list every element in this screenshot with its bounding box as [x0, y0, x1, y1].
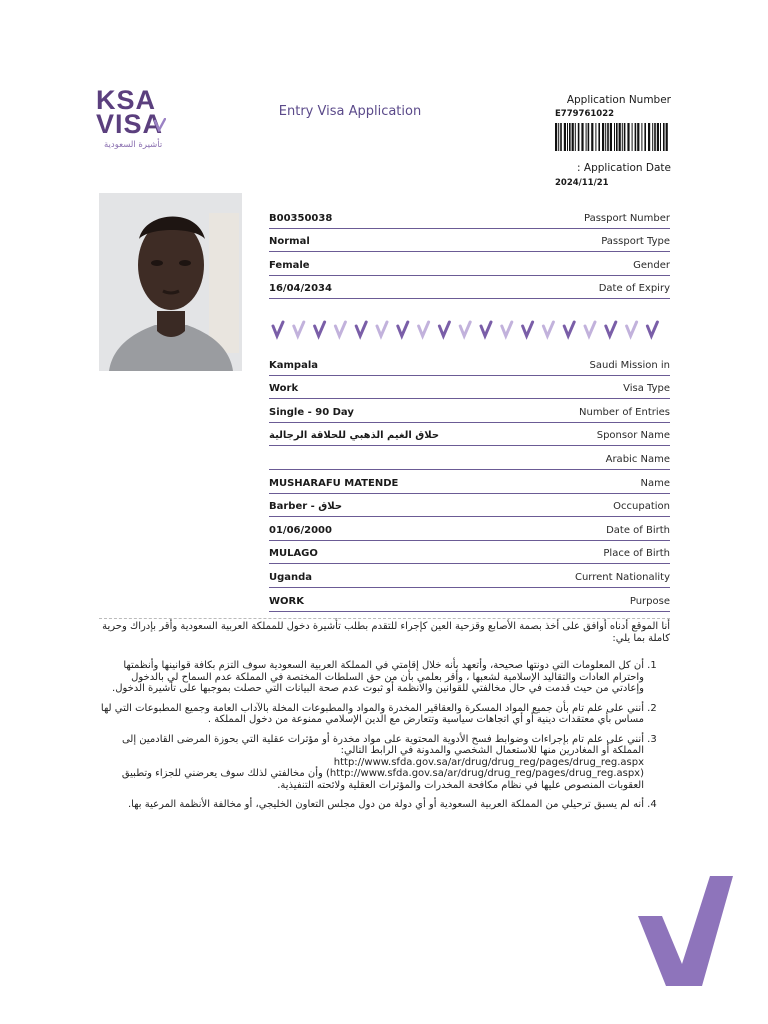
field-row-passport-type — [269, 229, 670, 253]
logo-check-icon — [154, 118, 166, 132]
visa-details — [269, 352, 670, 612]
declaration-term: 1. أن كل المعلومات التي دونتها صحيحة، وأتعهد بأنه خلال إقامتي في المملكة العربية السعودية سوف التزم بكافة قوانينها وأنظمتها واحترام العادات والتقاليد الإسلامية لشعبها ، وأقر بعلمي بأن من حق السلطات المختصة في المملكة عدم السماح لي بالدخول وإعادتي من حيث قدمت في حال مخالفتي للقوانين والانظمة أو ثبوت عدم صحة البيانات التي حصلت بموجبها على تأشيرة الدخول. — [96, 660, 644, 695]
field-label: Occupation — [613, 501, 670, 513]
field-row-visa-type — [269, 376, 670, 400]
field-value: 01/06/2000 — [269, 524, 332, 536]
applicant-portrait-icon — [99, 193, 242, 371]
field-label: Sponsor Name — [596, 430, 670, 442]
declaration-term: 4. أنه لم يسبق ترحيلي من المملكة العربية السعودية أو أي دولة من دول مجلس التعاون الخليجي، أو مخالفة الأنظمة المرعية بها. — [96, 799, 644, 811]
logo-subtitle: تأشيرة السعودية — [104, 140, 163, 150]
declaration-term: 2. أنني على علم تام بأن جميع المواد المسكرة والعقاقير المخدرة والمواد والمطبوعات المخلة بالآداب العامة وجميع المطبوعات التي لها مساس بأي معتقدات دينية أو أي اتجاهات سياسية وتتعارض مع الدين الإسلامي ممنوعة من دخول المملكة . — [96, 703, 644, 726]
field-value: Normal — [269, 236, 310, 248]
logo-line-2: VISA — [96, 109, 164, 139]
field-label: Saudi Mission in — [589, 359, 670, 371]
declaration-term: 3. أنني على علم تام بإجراءات وضوابط فسح الأدوية المحتوية على مواد مخدرة أو مؤثرات عقلية التي بحوزة المرضى القادمين إلى المملكة أو المغادرين منها للاستعمال الشخصي والمدونة في الرابط التالي: http://www.sfda.gov.sa/ar/drug/drug_reg/pages/drug_reg.aspx (http://www.sfda.gov.sa/ar/drug/drug_reg/pages/drug_reg.aspx) وأن مخالفتي لذلك سوف يعرضني للجزاء وتطبيق العقوبات المنصوص عليها في نظام مكافحة المخدرات والمؤثرات العقلية ولائحته التنفيذية. — [96, 734, 644, 792]
field-label: Name — [640, 477, 670, 489]
applicant-photo — [99, 193, 242, 371]
declaration-intro-text: أنا الموقع أدناه أوافق على أخذ بصمة الأصابع وقزحية العين كإجراء للتقدم بطلب تأشيرة دخول للمملكة العربية السعودية وأقر بإدراك وحرية كاملة بما يلي: — [102, 621, 670, 644]
field-row-gender — [269, 252, 670, 276]
field-value: MULAGO — [269, 548, 318, 560]
ksa-visa-logo — [96, 85, 176, 158]
application-number-label: Application Number — [566, 94, 671, 106]
passport-details — [269, 205, 670, 299]
field-row-name — [269, 470, 670, 494]
field-row-passport-number — [269, 205, 670, 229]
declaration-intro — [100, 621, 670, 649]
field-label: Purpose — [629, 595, 670, 607]
barcode-icon — [555, 123, 669, 151]
field-value: 16/04/2034 — [269, 283, 332, 295]
field-label: Place of Birth — [603, 548, 670, 560]
field-value: MUSHARAFU MATENDE — [269, 477, 399, 489]
field-value: Kampala — [269, 359, 318, 371]
field-label: Gender — [633, 259, 670, 271]
declaration-terms — [96, 660, 658, 819]
application-date-label: : Application Date — [577, 162, 671, 174]
field-label: Passport Type — [601, 236, 670, 248]
field-row-purpose — [269, 588, 670, 612]
field-row-date-of-birth — [269, 517, 670, 541]
application-info — [555, 94, 671, 188]
field-label: Visa Type — [623, 383, 670, 395]
field-row-occupation — [269, 494, 670, 518]
field-label: Date of Expiry — [598, 283, 670, 295]
field-value: حلاق الغيم الذهبي للحلاقة الرجالية — [269, 430, 440, 442]
field-row-arabic-name — [269, 446, 670, 470]
field-value: Single - 90 Day — [269, 406, 354, 418]
logo-line-1: KSA — [96, 85, 157, 115]
field-row-saudi-mission — [269, 352, 670, 376]
field-row-current-nationality — [269, 564, 670, 588]
field-label: Passport Number — [584, 212, 670, 224]
field-value: B00350038 — [269, 212, 333, 224]
field-row-date-of-expiry — [269, 276, 670, 300]
field-label: Date of Birth — [606, 524, 670, 536]
page-title: Entry Visa Application — [278, 104, 422, 119]
field-value: Work — [269, 383, 299, 395]
divider — [99, 618, 670, 619]
field-row-sponsor-name — [269, 423, 670, 447]
field-value: WORK — [269, 595, 304, 607]
application-number: E779761022 — [555, 109, 615, 119]
field-value: Uganda — [269, 571, 313, 583]
field-label: Current Nationality — [574, 571, 670, 583]
field-value: Barber - حلاق — [269, 501, 343, 513]
field-row-place-of-birth — [269, 541, 670, 565]
field-value: Female — [269, 259, 310, 271]
field-row-number-of-entries — [269, 399, 670, 423]
check-pattern-icon — [269, 320, 670, 340]
application-date: 2024/11/21 — [555, 178, 609, 188]
field-label: Arabic Name — [605, 453, 670, 465]
field-label: Number of Entries — [579, 406, 670, 418]
large-check-mark-icon — [636, 872, 734, 988]
